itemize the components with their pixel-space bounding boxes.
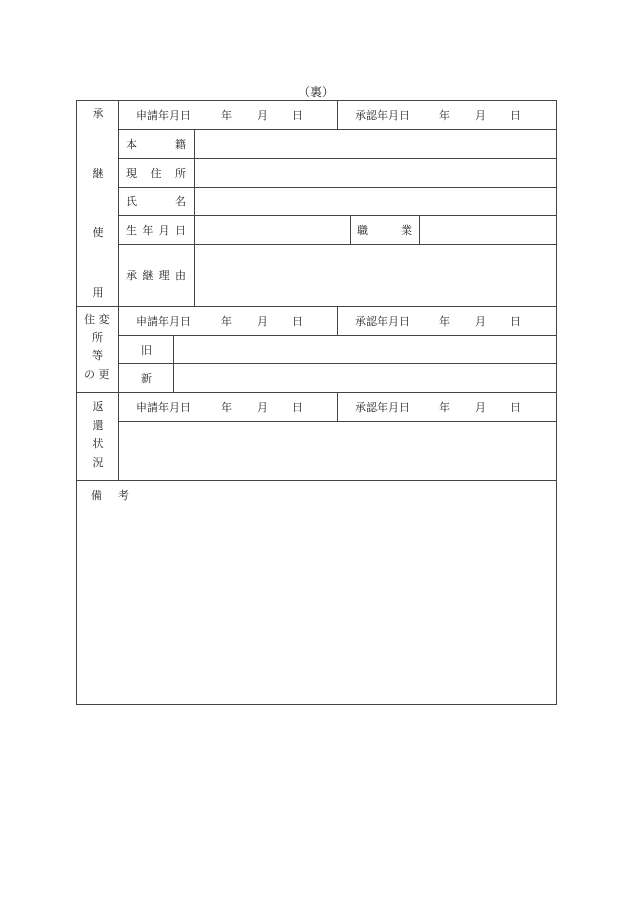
divider-address-label-column: [173, 335, 174, 392]
day-unit: 日: [292, 109, 303, 122]
label-char: 本: [126, 138, 137, 151]
old-address-label: 旧: [141, 344, 152, 357]
label-char: 理: [158, 269, 170, 282]
current-address-field[interactable]: [196, 160, 554, 186]
application-date-label: 申請年月日: [136, 315, 191, 328]
divider-succession-label-column: [194, 129, 195, 306]
registered-domicile-field[interactable]: [196, 131, 554, 157]
divider-succession-dates: [118, 129, 556, 130]
succession-reason-label: [126, 270, 186, 281]
divider-birth-occupation: [350, 215, 351, 244]
succession-header-char: 用: [92, 285, 104, 299]
succession-header-char: 継: [92, 166, 104, 180]
birth-date-label: [126, 225, 186, 236]
remarks-label: [91, 490, 129, 501]
month-unit: 月: [475, 315, 486, 328]
name-label: [126, 196, 186, 207]
divider-address-end: [76, 392, 556, 393]
month-unit: 月: [475, 109, 486, 122]
day-unit: 日: [292, 315, 303, 328]
year-unit: 年: [221, 109, 232, 122]
label-char: 継: [142, 269, 154, 282]
divider-address: [118, 187, 556, 188]
divider-address-dates: [118, 335, 556, 336]
remarks-field[interactable]: [78, 506, 554, 702]
name-field[interactable]: [196, 189, 554, 214]
return-status-field[interactable]: [120, 423, 554, 479]
approval-date-label: 承認年月日: [355, 109, 410, 122]
label-char: 考: [118, 489, 129, 502]
succession-header-char: 使: [92, 226, 104, 240]
month-unit: 月: [257, 401, 268, 414]
day-unit: 日: [510, 315, 521, 328]
year-unit: 年: [439, 109, 450, 122]
new-address-field[interactable]: [175, 365, 554, 391]
address-change-header-line: 等: [92, 349, 103, 362]
year-unit: 年: [439, 315, 450, 328]
divider-succession-end: [76, 306, 556, 307]
divider-succession-date-split: [337, 100, 338, 129]
succession-reason-field[interactable]: [196, 246, 554, 305]
label-char: 年: [142, 224, 154, 237]
label-char: 籍: [175, 138, 186, 151]
current-address-label: [126, 168, 186, 179]
label-char: 氏: [126, 195, 137, 208]
approval-date-label: 承認年月日: [355, 315, 410, 328]
label-char: 由: [174, 269, 186, 282]
return-status-header: [88, 401, 108, 468]
address-change-header-line: 所: [92, 331, 103, 344]
label-char: 現: [126, 167, 137, 180]
old-address-field[interactable]: [175, 337, 554, 362]
approval-date-label: 承認年月日: [355, 401, 410, 414]
month-unit: 月: [257, 315, 268, 328]
day-unit: 日: [292, 401, 303, 414]
label-char: 住: [150, 167, 162, 180]
year-unit: 年: [221, 401, 232, 414]
return-header-char: 還: [92, 418, 104, 432]
day-unit: 日: [510, 401, 521, 414]
divider-header-column: [118, 100, 119, 480]
label-char: 職: [357, 224, 368, 237]
divider-address-date-split: [337, 306, 338, 335]
label-char: 所: [175, 167, 186, 180]
return-header-char: 返: [92, 400, 104, 413]
succession-header: [88, 108, 108, 298]
divider-domicile: [118, 158, 556, 159]
divider-return-date-split: [337, 392, 338, 421]
address-change-header-line: 住 変: [84, 313, 110, 326]
label-char: 生: [126, 224, 137, 237]
divider-name: [118, 215, 556, 216]
occupation-field[interactable]: [421, 217, 554, 243]
divider-birth: [118, 244, 556, 245]
divider-return-dates: [118, 421, 556, 422]
year-unit: 年: [221, 315, 232, 328]
return-header-char: 況: [92, 455, 104, 469]
month-unit: 月: [257, 109, 268, 122]
divider-address-old-new: [118, 363, 556, 364]
year-unit: 年: [439, 401, 450, 414]
registered-domicile-label: [126, 139, 186, 150]
label-char: 月: [158, 224, 170, 237]
label-char: 名: [175, 195, 186, 208]
application-date-label: 申請年月日: [136, 401, 191, 414]
divider-occupation-value: [419, 215, 420, 244]
label-char: 備: [91, 489, 102, 502]
occupation-label: [357, 225, 412, 236]
label-char: 承: [126, 269, 137, 282]
page-label: （裏）: [298, 85, 335, 99]
label-char: 日: [174, 224, 186, 237]
new-address-label: 新: [141, 372, 152, 385]
label-char: 業: [401, 224, 412, 237]
return-header-char: 状: [92, 437, 104, 451]
address-change-header-line: の 更: [84, 368, 110, 381]
succession-header-char: 承: [92, 107, 104, 120]
day-unit: 日: [510, 109, 521, 122]
application-date-label: 申請年月日: [136, 109, 191, 122]
divider-return-end: [76, 480, 556, 481]
birth-date-field[interactable]: [196, 217, 348, 243]
month-unit: 月: [475, 401, 486, 414]
